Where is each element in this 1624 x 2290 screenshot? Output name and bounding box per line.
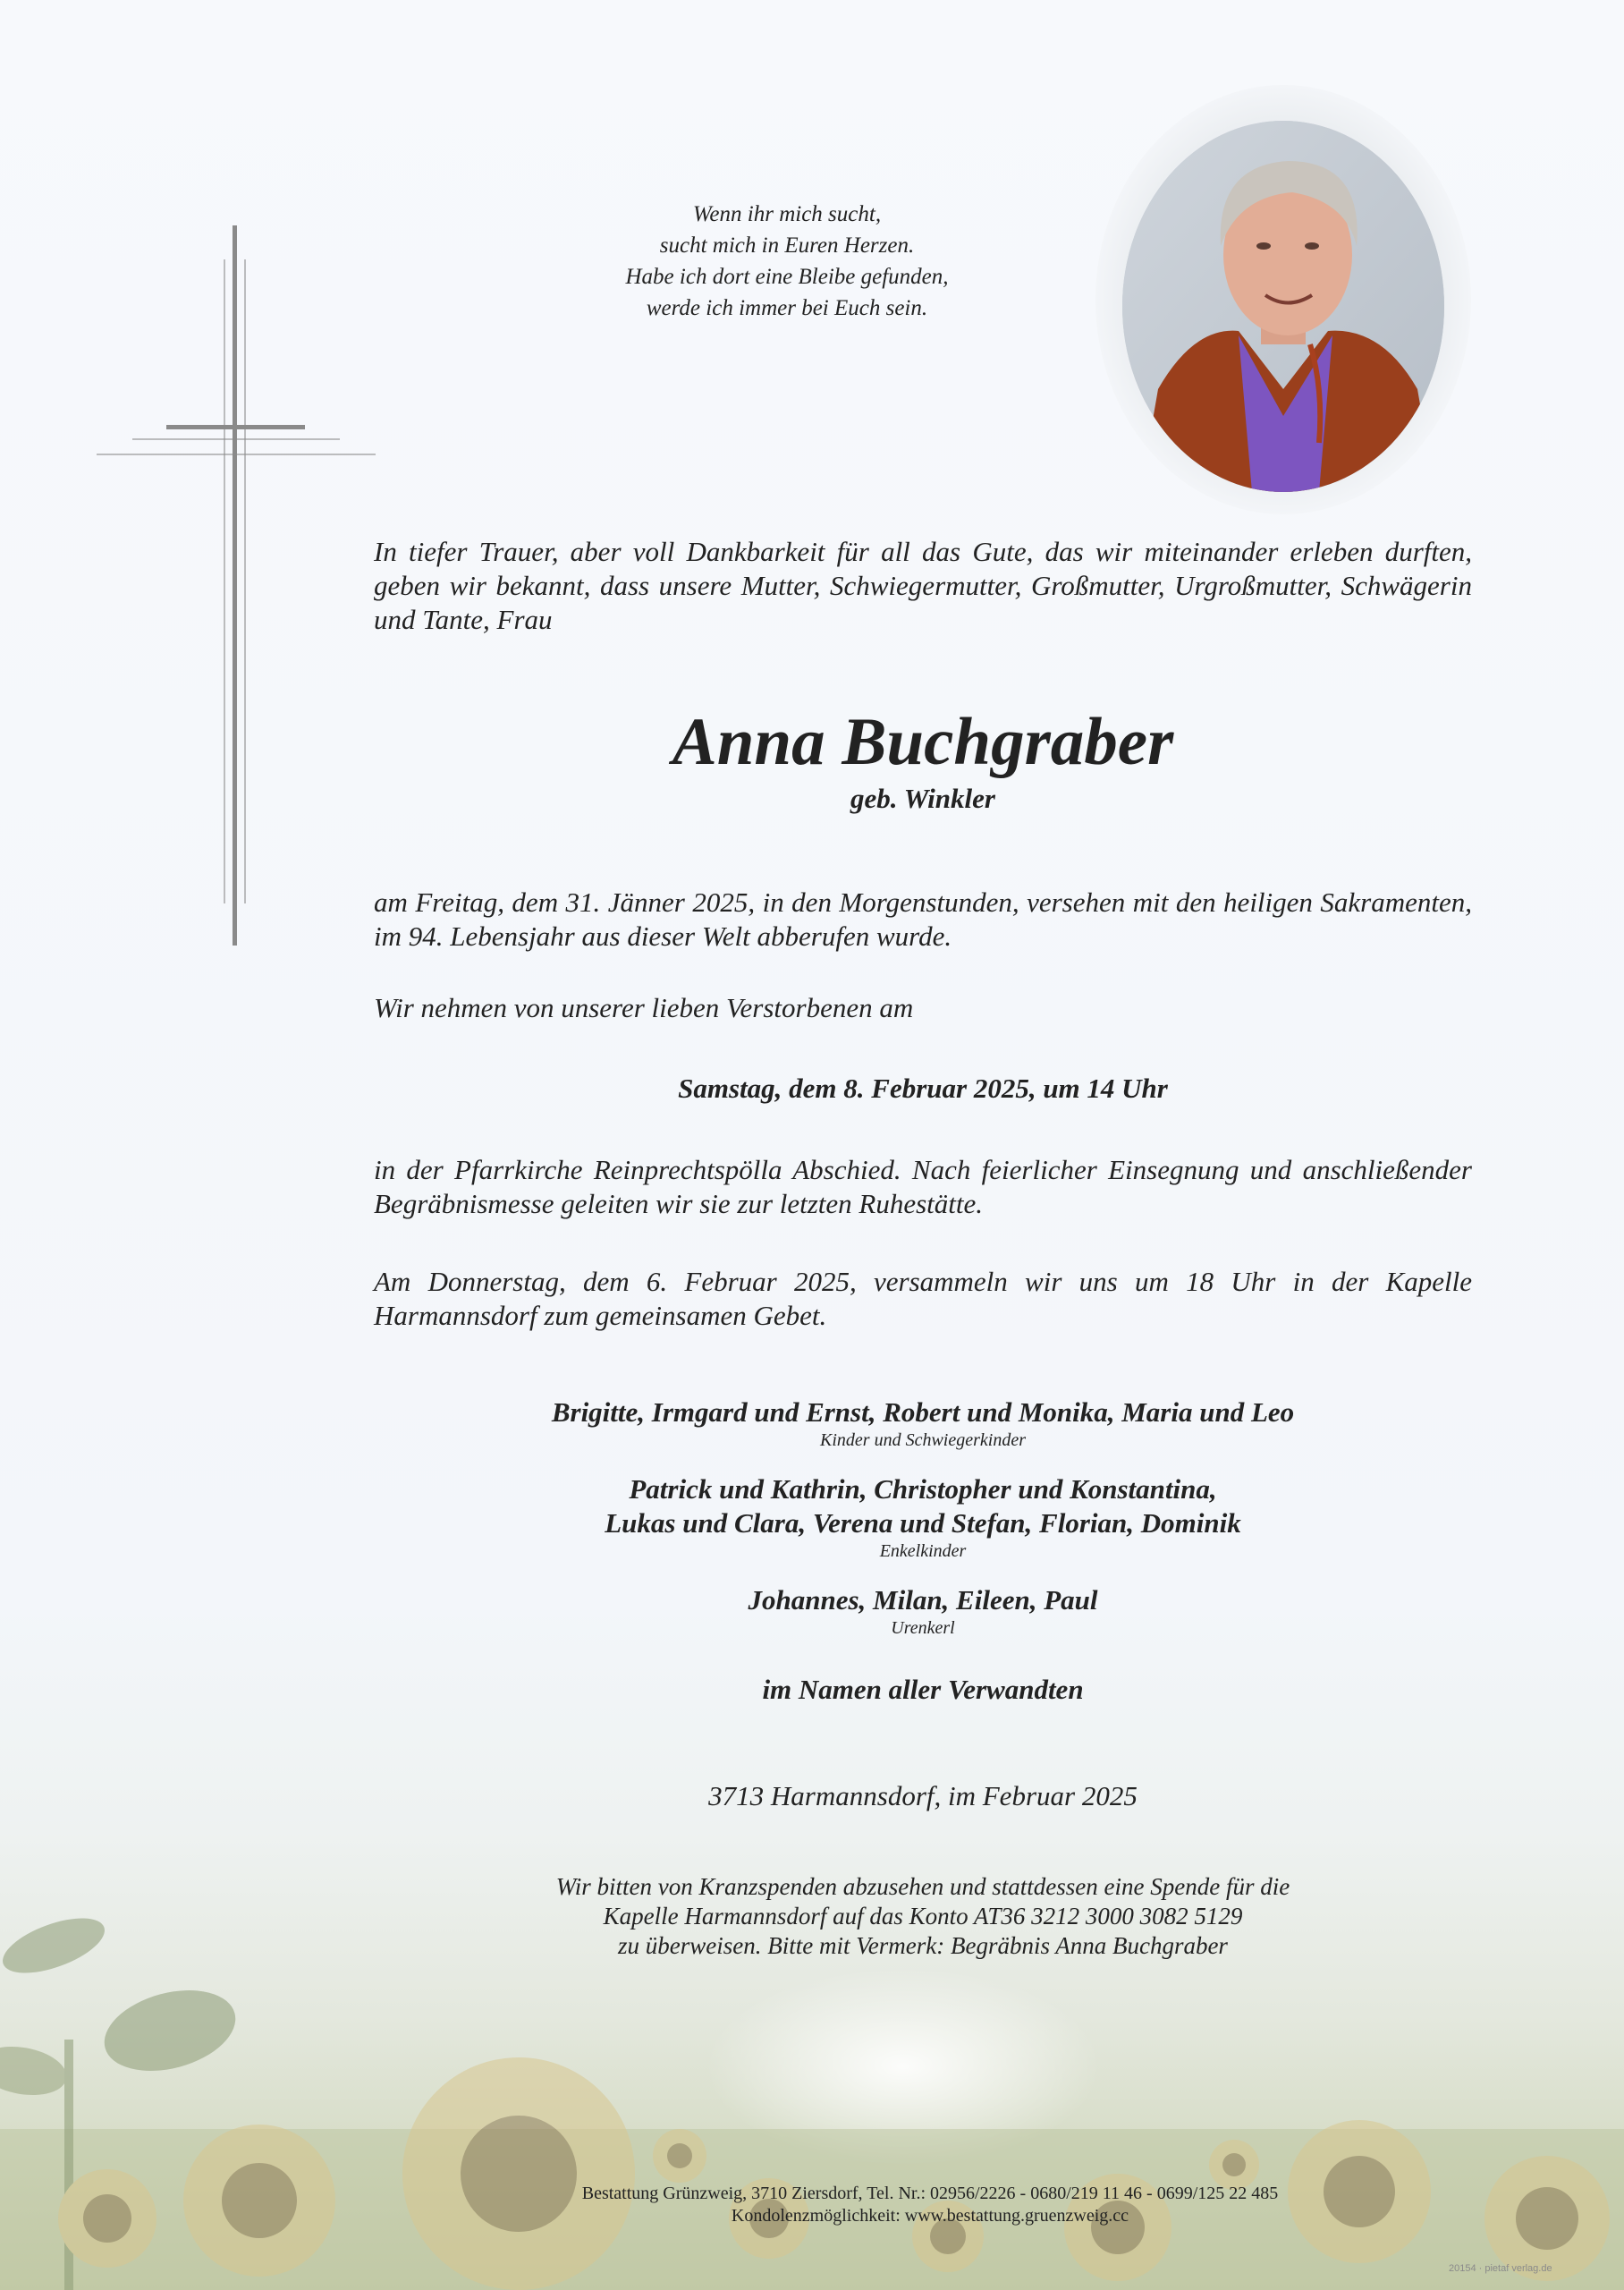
mourners-list bbox=[374, 1395, 1472, 1707]
portrait-photo bbox=[1122, 121, 1444, 492]
donation-request bbox=[374, 1872, 1472, 1961]
deceased-name: Anna Buchgraber bbox=[672, 705, 1174, 779]
condolence-website: Kondolenzmöglichkeit: www.bestattung.gruenzweig.cc bbox=[731, 2206, 1129, 2226]
mourner-great-grandchildren-label: Urenkerl bbox=[891, 1618, 955, 1638]
mourner-grandchildren: Patrick und Kathrin, Christopher und Konstantina, bbox=[629, 1473, 1217, 1505]
death-notice-text: am Freitag, dem 31. Jänner 2025, in den Morgenstunden, versehen mit den heiligen Sakramenten, im 94. Lebensjahr aus dieser Welt abberufen wurde. bbox=[374, 886, 1472, 952]
mourner-children: Brigitte, Irmgard und Ernst, Robert und Monika, Maria und Leo bbox=[551, 1396, 1295, 1428]
mourner-children-label: Kinder und Schwiegerkinder bbox=[820, 1430, 1026, 1450]
prayer-text: Am Donnerstag, dem 6. Februar 2025, versammeln wir uns um 18 Uhr in der Kapelle Harmannsdorf zum gemeinsamen Gebet. bbox=[374, 1266, 1472, 1331]
place-and-date: 3713 Harmannsdorf, im Februar 2025 bbox=[708, 1780, 1138, 1811]
poem-line: sucht mich in Euren Herzen. bbox=[659, 233, 915, 258]
maiden-name: geb. Winkler bbox=[850, 783, 995, 814]
intro-text: In tiefer Trauer, aber voll Dankbarkeit für all das Gute, das wir miteinander erleben durften, geben wir bekannt, dass unsere Mutter, Schwiegermutter, Großmutter, Urgroßmutter, Schwägerin und Tante, Frau bbox=[374, 536, 1472, 635]
imprint-label: 20154 · pietaf verlag.de bbox=[1449, 2263, 1552, 2274]
mourner-great-grandchildren: Johannes, Milan, Eileen, Paul bbox=[748, 1584, 1098, 1616]
funeral-home-contact: Bestattung Grünzweig, 3710 Ziersdorf, Tel. Nr.: 02956/2226 - 0680/219 11 46 - 0699/125 22 485 bbox=[581, 2184, 1279, 2203]
donation-line: Wir bitten von Kranzspenden abzusehen und stattdessen eine Spende für die bbox=[555, 1873, 1290, 1900]
memorial-poem bbox=[537, 199, 1037, 324]
donation-line: Kapelle Harmannsdorf auf das Konto AT36 3212 3000 3082 5129 bbox=[603, 1903, 1243, 1930]
funeral-home-footer bbox=[268, 2183, 1592, 2227]
funeral-date: Samstag, dem 8. Februar 2025, um 14 Uhr bbox=[678, 1073, 1168, 1104]
mourner-grandchildren: Lukas und Clara, Verena und Stefan, Florian, Dominik bbox=[605, 1507, 1241, 1539]
portrait-frame bbox=[1095, 85, 1471, 514]
poem-line: Wenn ihr mich sucht, bbox=[692, 202, 882, 226]
donation-line: zu überweisen. Bitte mit Vermerk: Begräbnis Anna Buchgraber bbox=[618, 1932, 1228, 1959]
funeral-details-text: in der Pfarrkirche Reinprechtspölla Abschied. Nach feierlicher Einsegnung und anschließender Begräbnismesse geleiten wir sie zur letzten Ruhestätte. bbox=[374, 1154, 1472, 1219]
farewell-intro-text: Wir nehmen von unserer lieben Verstorbenen am bbox=[374, 992, 914, 1023]
poem-line: Habe ich dort eine Bleibe gefunden, bbox=[625, 265, 949, 289]
mourner-relatives: im Namen aller Verwandten bbox=[762, 1674, 1084, 1705]
poem-line: werde ich immer bei Euch sein. bbox=[646, 296, 928, 320]
mourner-grandchildren-label: Enkelkinder bbox=[879, 1541, 967, 1561]
